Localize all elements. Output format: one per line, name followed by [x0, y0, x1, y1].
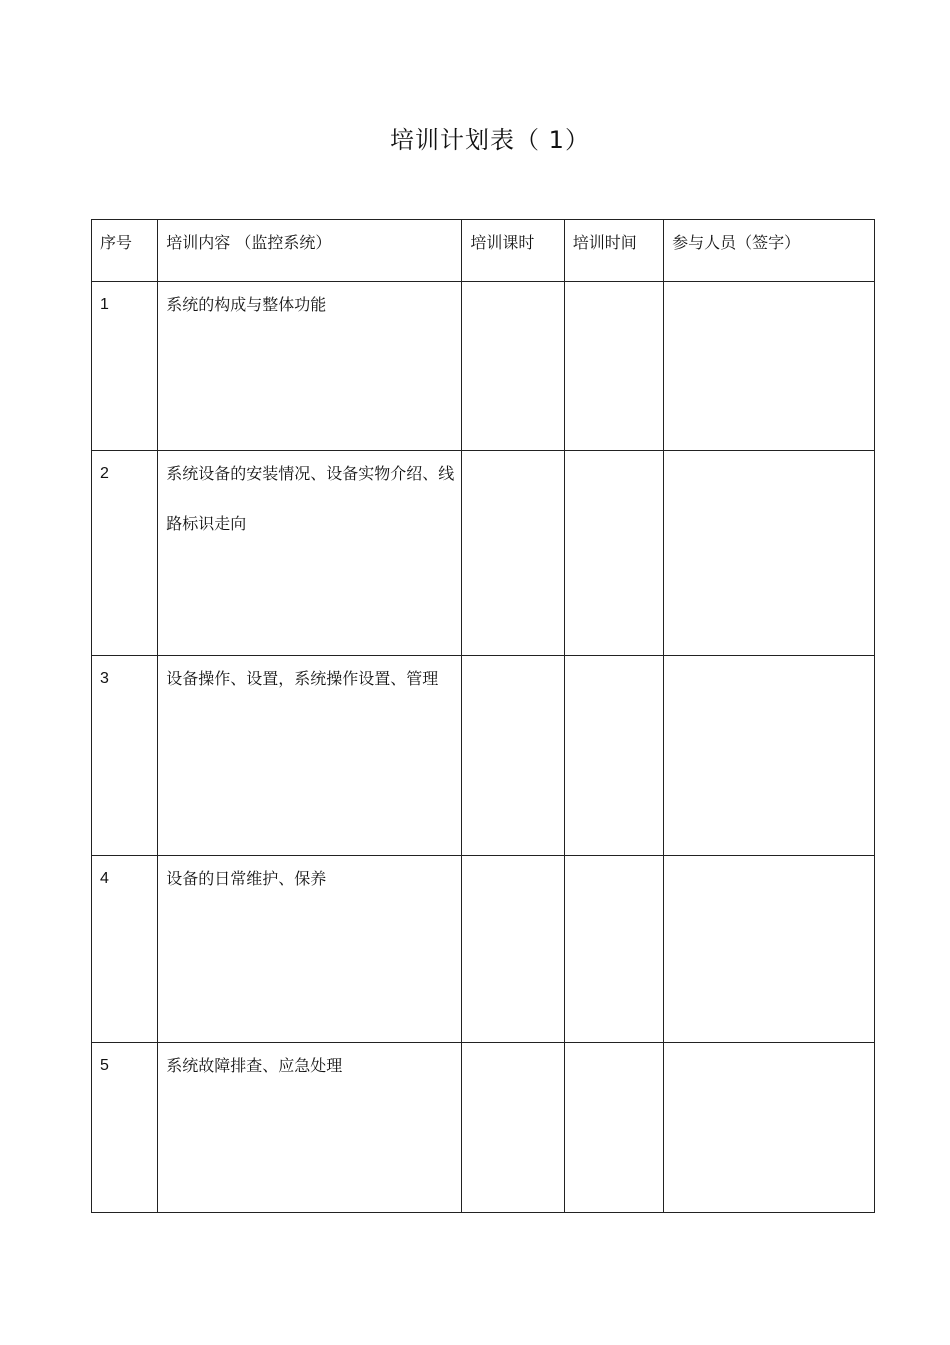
row-no: 3 — [92, 656, 158, 856]
row-no: 1 — [92, 282, 158, 451]
row-time[interactable] — [564, 451, 663, 656]
row-time[interactable] — [564, 1043, 663, 1213]
row-hours[interactable] — [462, 451, 564, 656]
row-time[interactable] — [564, 856, 663, 1043]
row-content: 设备操作、设置，系统操作设置、管理 — [158, 656, 462, 856]
table-row — [92, 656, 875, 856]
header-participants: 参与人员（签字） — [664, 220, 875, 282]
row-participants[interactable] — [664, 656, 875, 856]
table-row — [92, 856, 875, 1043]
row-content: 系统的构成与整体功能 — [158, 282, 462, 451]
row-participants[interactable] — [664, 1043, 875, 1213]
row-participants[interactable] — [664, 856, 875, 1043]
table-row — [92, 1043, 875, 1213]
row-hours[interactable] — [462, 856, 564, 1043]
header-no: 序号 — [92, 220, 158, 282]
document-title: 培训计划表（ 1） — [390, 126, 590, 154]
header-time: 培训时间 — [564, 220, 663, 282]
training-plan-table — [91, 219, 875, 1213]
row-participants[interactable] — [664, 282, 875, 451]
row-no: 4 — [92, 856, 158, 1043]
row-time[interactable] — [564, 282, 663, 451]
row-hours[interactable] — [462, 656, 564, 856]
row-hours[interactable] — [462, 1043, 564, 1213]
row-content: 系统设备的安装情况、设备实物介绍、线路标识走向 — [158, 451, 462, 656]
row-participants[interactable] — [664, 451, 875, 656]
row-hours[interactable] — [462, 282, 564, 451]
row-time[interactable] — [564, 656, 663, 856]
table-header-row — [92, 220, 875, 282]
table-row — [92, 451, 875, 656]
row-no: 2 — [92, 451, 158, 656]
row-no: 5 — [92, 1043, 158, 1213]
header-content: 培训内容 （监控系统） — [158, 220, 462, 282]
row-content: 系统故障排查、应急处理 — [158, 1043, 462, 1213]
header-hours: 培训课时 — [462, 220, 564, 282]
row-content: 设备的日常维护、保养 — [158, 856, 462, 1043]
table-row — [92, 282, 875, 451]
